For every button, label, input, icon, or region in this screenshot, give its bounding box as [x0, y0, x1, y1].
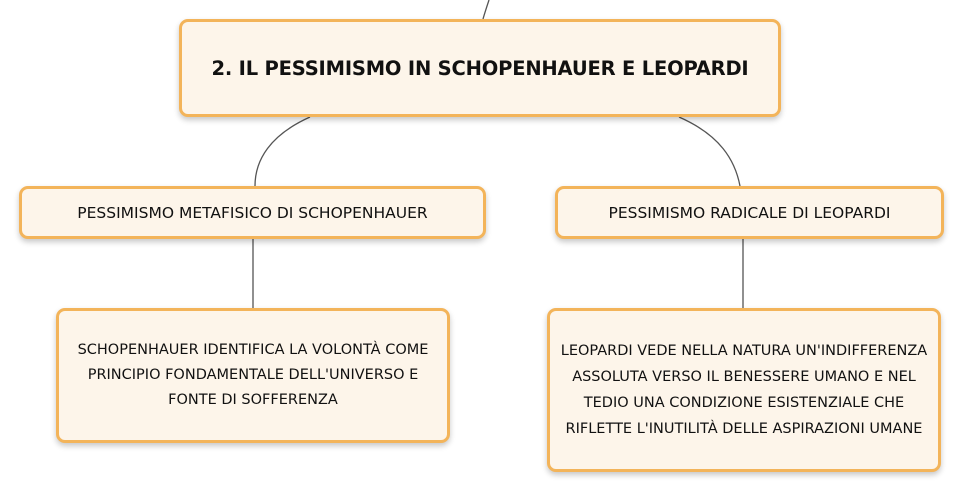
connector-root-to-left-head	[255, 117, 310, 186]
leopardi-topic-node[interactable]	[555, 186, 944, 239]
leopardi-description-text: LEOPARDI VEDE NELLA NATURA UN'INDIFFERENZA ASSOLUTA VERSO IL BENESSERE UMANO E NEL TEDIO UNA CONDIZIONE ESISTENZIALE CHE RIFLETTE L'INUTILITÀ DELLE ASPIRAZIONI UMANE	[560, 343, 928, 437]
schopenhauer-topic-node[interactable]	[19, 186, 486, 239]
schopenhauer-description-text: SCHOPENHAUER IDENTIFICA LA VOLONTÀ COME PRINCIPIO FONDAMENTALE DELL'UNIVERSO E FONTE DI SOFFERENZA	[77, 342, 429, 408]
leopardi-topic-label: PESSIMISMO RADICALE DI LEOPARDI	[608, 203, 891, 222]
root-topic-node[interactable]	[179, 19, 781, 117]
connector-parent-to-root	[483, 0, 489, 19]
root-topic-title: 2. IL PESSIMISMO IN SCHOPENHAUER E LEOPARDI	[211, 56, 749, 80]
schopenhauer-topic-label: PESSIMISMO METAFISICO DI SCHOPENHAUER	[77, 203, 428, 222]
schopenhauer-description-node[interactable]	[56, 308, 450, 443]
leopardi-description-node[interactable]	[547, 308, 941, 472]
connector-root-to-right-head	[679, 117, 740, 186]
